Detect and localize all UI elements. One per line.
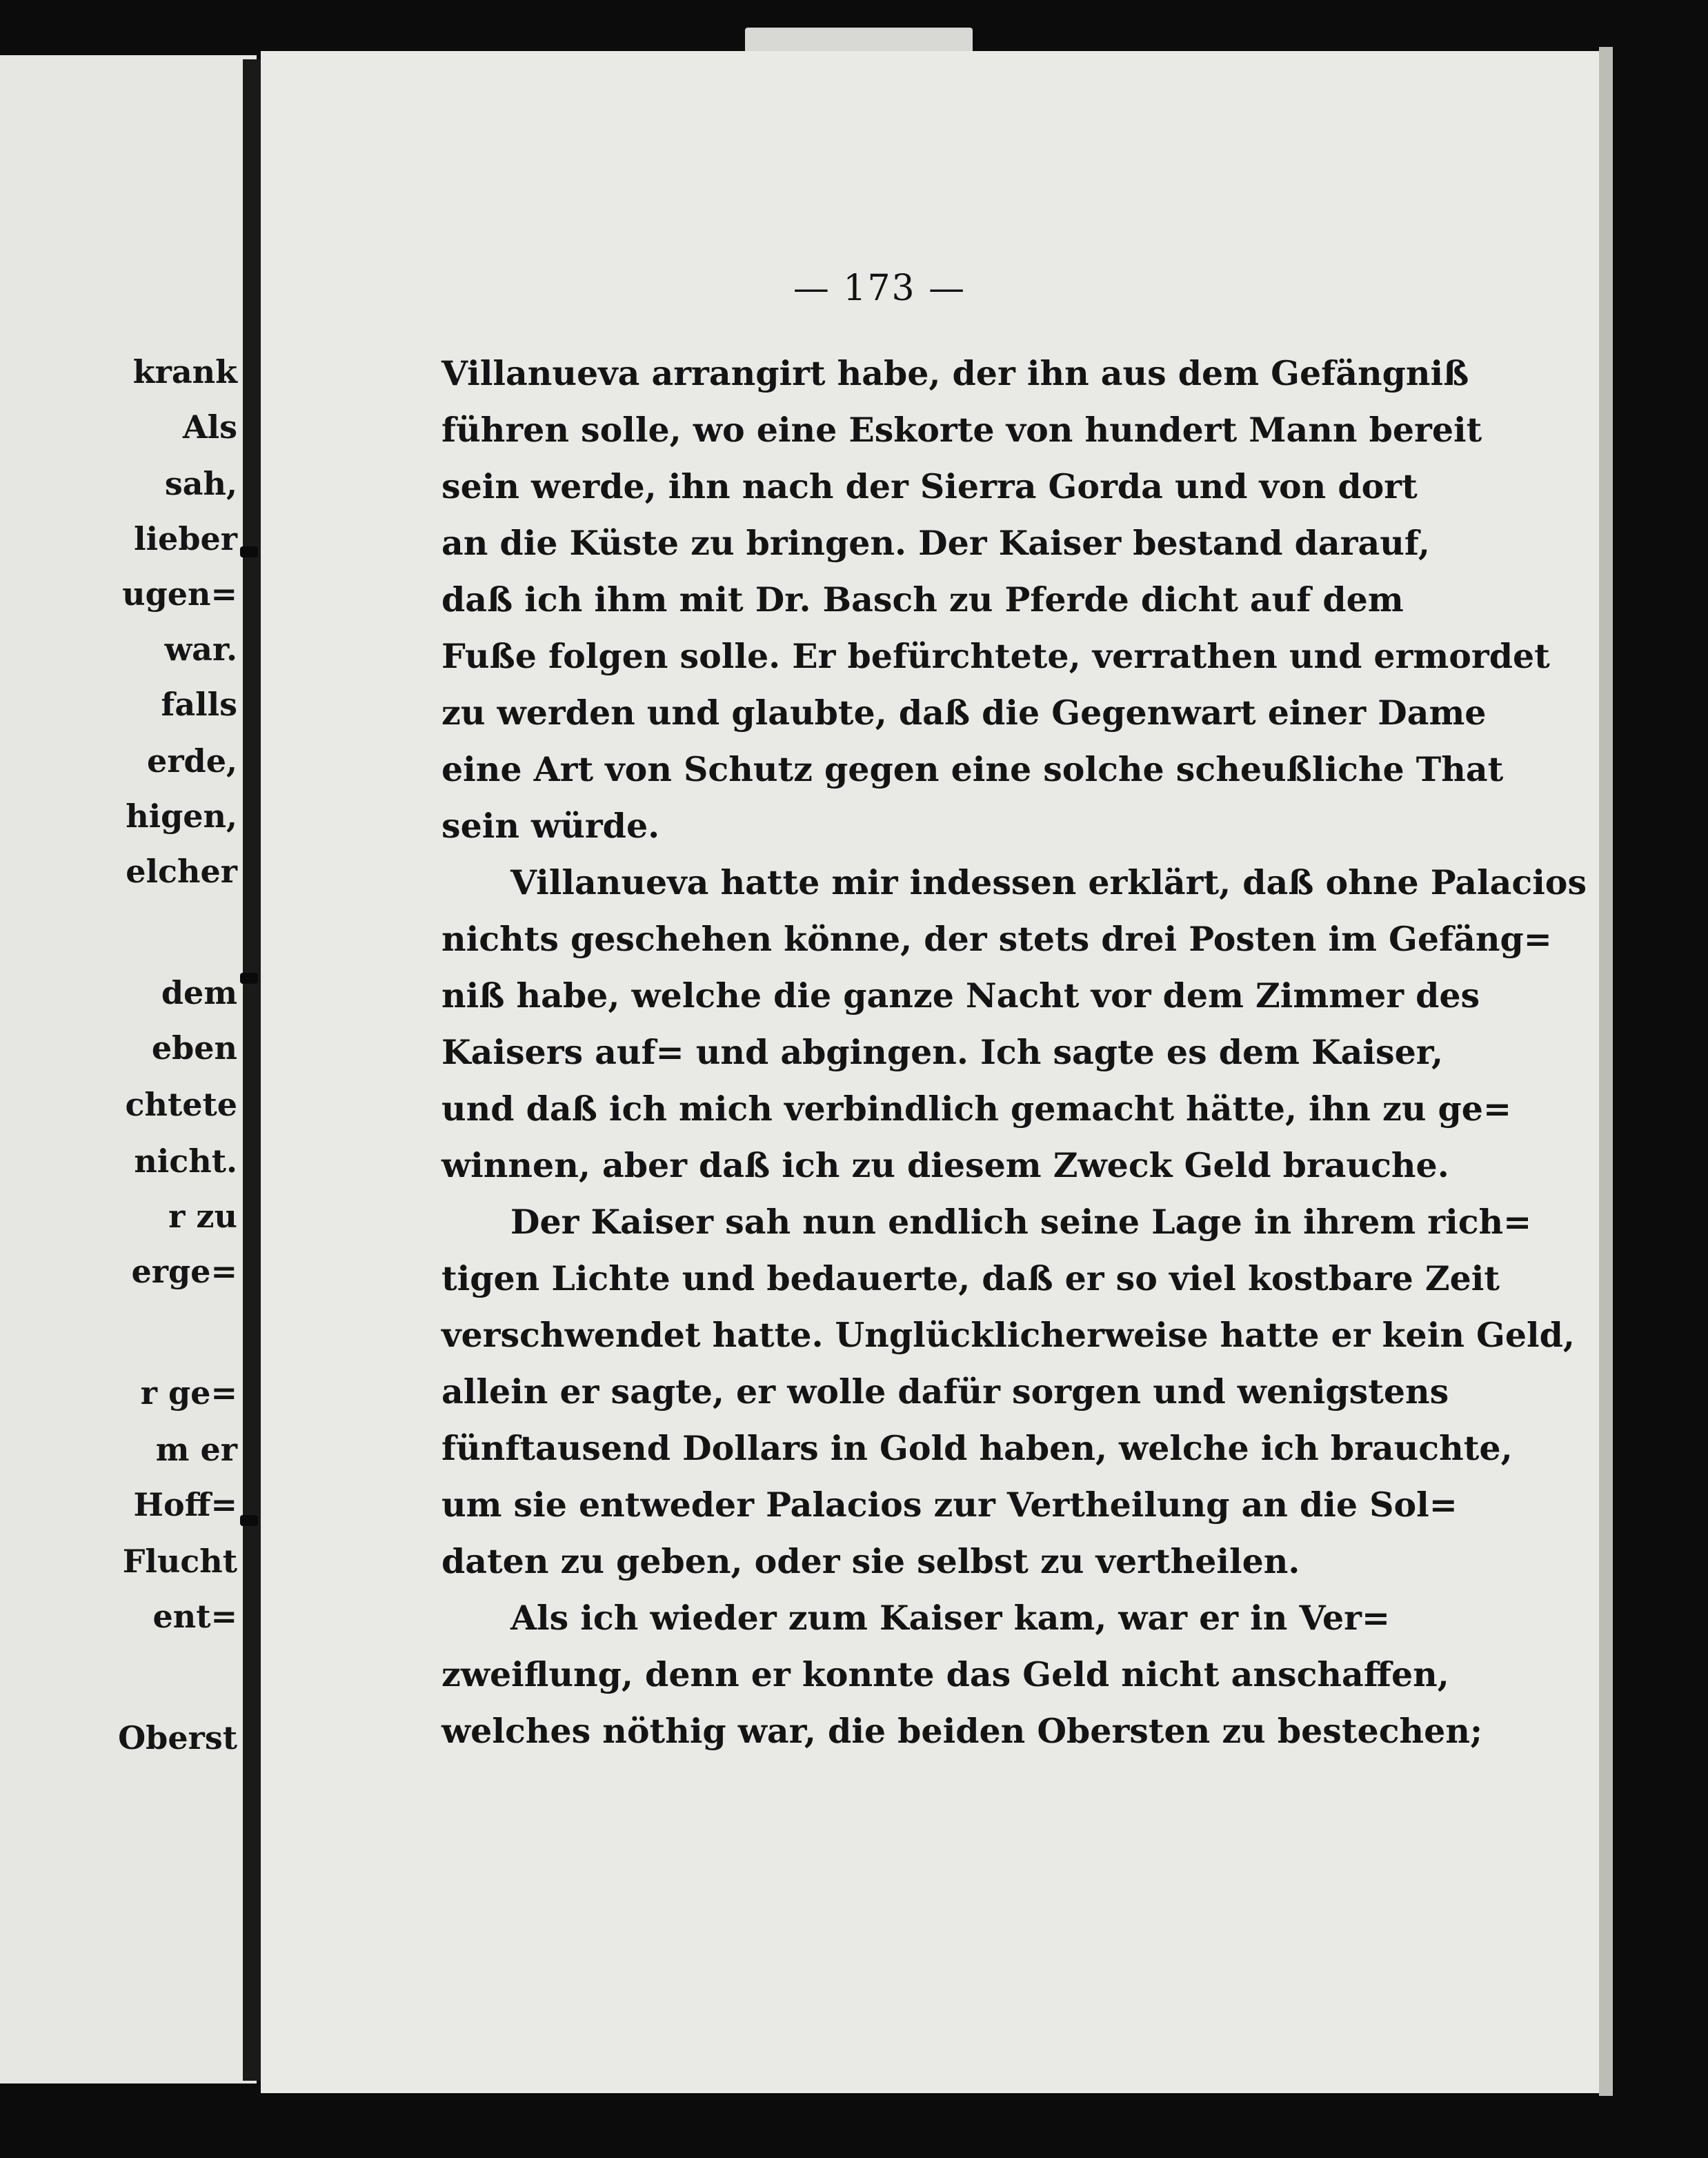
binding-stitch <box>240 546 258 557</box>
left-line: falls <box>161 686 237 723</box>
left-line: sah, <box>164 465 237 502</box>
text-line: fünftausend Dollars in Gold haben, welche ich brauchte, <box>441 1428 1513 1468</box>
binding-stitch <box>240 973 258 984</box>
text-line: daten zu geben, oder sie selbst zu vertheilen. <box>441 1541 1300 1581</box>
text-line: Kaisers auf= und abgingen. Ich sagte es dem Kaiser, <box>441 1032 1444 1072</box>
left-line: Hoff= <box>133 1486 237 1523</box>
left-line: Als <box>182 408 237 446</box>
text-line: tigen Lichte und bedauerte, daß er so viel kostbare Zeit <box>441 1258 1500 1298</box>
left-line: Oberst <box>118 1719 237 1756</box>
text-line: an die Küste zu bringen. Der Kaiser bestand darauf, <box>441 523 1430 563</box>
text-line: führen solle, wo eine Eskorte von hundert Mann bereit <box>441 410 1482 450</box>
text-line: um sie entweder Palacios zur Vertheilung an die Sol= <box>441 1485 1458 1525</box>
binding-stitch <box>240 1515 258 1526</box>
left-page <box>0 55 257 2083</box>
left-line: m er <box>155 1431 237 1468</box>
page-edge <box>1599 47 1613 2096</box>
text-line: verschwendet hatte. Unglücklicherweise hatte er kein Geld, <box>441 1315 1575 1355</box>
left-line: dem <box>161 974 237 1011</box>
left-line: erge= <box>131 1253 237 1290</box>
text-line: allein er sagte, er wolle dafür sorgen und wenigstens <box>441 1372 1449 1412</box>
text-line: niß habe, welche die ganze Nacht vor dem Zimmer des <box>441 976 1480 1016</box>
left-line: erde, <box>147 742 237 780</box>
left-line: chtete <box>125 1086 237 1123</box>
body-text <box>441 345 1587 1759</box>
left-line: elcher <box>126 853 237 890</box>
text-line: welches nöthig war, die beiden Obersten zu bestechen; <box>441 1711 1483 1751</box>
left-line: r ge= <box>140 1374 237 1412</box>
bookmark-tab <box>745 28 973 54</box>
left-line: Flucht <box>122 1543 237 1580</box>
text-line: winnen, aber daß ich zu diesem Zweck Geld brauche. <box>441 1145 1449 1185</box>
left-line: war. <box>164 631 237 668</box>
left-line: ent= <box>152 1598 237 1635</box>
text-line: zu werden und glaubte, daß die Gegenwart einer Dame <box>441 693 1487 733</box>
left-line: eben <box>151 1029 237 1067</box>
left-line: higen, <box>126 798 237 835</box>
page-number: — 173 — <box>793 268 966 309</box>
book-gutter <box>243 59 261 2081</box>
text-line: sein würde. <box>441 806 660 846</box>
text-line: daß ich ihm mit Dr. Basch zu Pferde dicht auf dem <box>441 580 1404 620</box>
left-line: nicht. <box>134 1142 237 1180</box>
text-line: Fuße folgen solle. Er befürchtete, verrathen und ermordet <box>441 636 1550 676</box>
left-line: krank <box>132 353 237 390</box>
text-line: Villanueva hatte mir indessen erklärt, daß ohne Palacios <box>510 862 1587 902</box>
text-line: eine Art von Schutz gegen eine solche scheußliche That <box>441 749 1504 789</box>
left-line: r zu <box>168 1198 237 1235</box>
text-line: sein werde, ihn nach der Sierra Gorda und von dort <box>441 466 1418 506</box>
left-line: ugen= <box>122 575 237 613</box>
text-line: und daß ich mich verbindlich gemacht hätte, ihn zu ge= <box>441 1089 1512 1129</box>
left-line: lieber <box>134 520 237 557</box>
text-line: nichts geschehen könne, der stets drei Posten im Gefäng= <box>441 919 1552 959</box>
text-line: zweiflung, denn er konnte das Geld nicht anschaffen, <box>441 1654 1449 1694</box>
text-line: Als ich wieder zum Kaiser kam, war er in Ver= <box>510 1598 1391 1638</box>
text-line: Der Kaiser sah nun endlich seine Lage in ihrem rich= <box>510 1202 1532 1242</box>
text-line: Villanueva arrangirt habe, der ihn aus dem Gefängniß <box>441 353 1469 393</box>
